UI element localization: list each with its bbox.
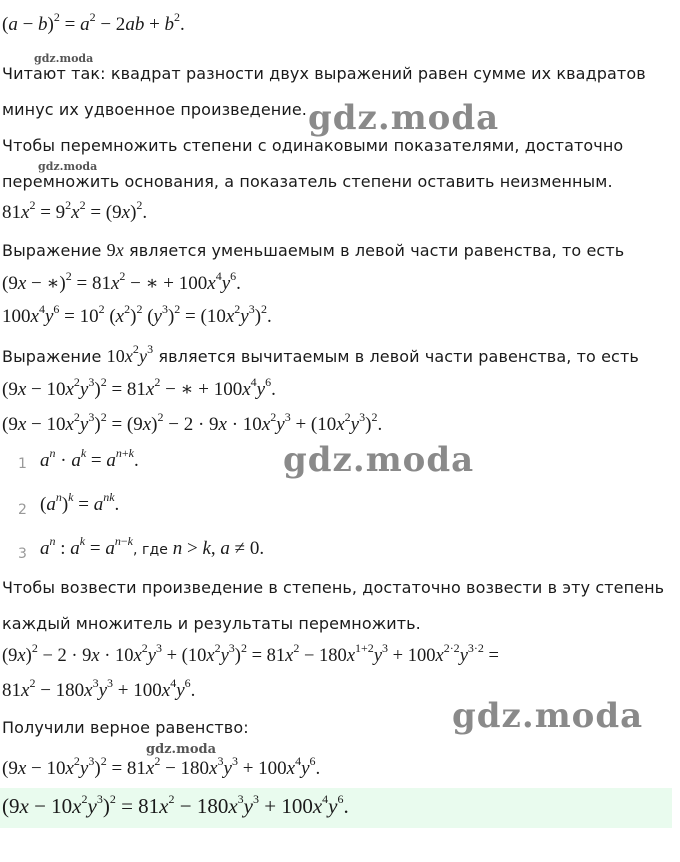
formula-step4: $(9x - 10x^2y^3)^2 = (9x)^2 - 2 \cdot 9x \cdot 10x^2y^3 + (10x^2y^3)^2$. [2, 409, 383, 435]
text-line: каждый множитель и результаты перемножить. [2, 614, 421, 633]
formula-expansion-result: $81x^2 - 180x^3y^3 + 100x^4y^6$. [2, 675, 196, 701]
watermark-big: gdz.moda [452, 696, 644, 736]
text-line: Чтобы возвести произведение в степень, достаточно возвести в эту степень [2, 578, 665, 597]
watermark-big: gdz.moda [308, 98, 500, 138]
watermark-small: gdz.moda [38, 160, 98, 173]
watermark-big: gdz.moda [283, 440, 475, 480]
text-fragment: , где [132, 542, 168, 558]
text-line: минус их удвоенное произведение. [2, 100, 307, 119]
list-number: 2 [18, 502, 27, 518]
formula-81x2: $81x^2 = 9^2x^2 = (9x)^2$. [2, 197, 148, 223]
formula-verified: $(9x - 10x^2y^3)^2 = 81x^2 - 180x^3y^3 + 100x^4y^6$. [2, 753, 321, 779]
list-number: 3 [18, 546, 27, 562]
watermark-small: gdz.moda [146, 742, 217, 757]
text-line: Читают так: квадрат разности двух выражений равен сумме их квадратов [2, 64, 646, 83]
final-answer: $(9x - 10x^2y^3)^2 = 81x^2 - 180x^3y^3 + 100x^4y^6$. [2, 792, 349, 818]
text-line-subtrahend: Выражение $10x^2y^3$ является вычитаемым в левой части равенства, то есть [2, 342, 639, 366]
text-fragment: является уменьшаемым в левой части равенства, то есть [129, 241, 625, 260]
text-line: Получили верное равенство: [2, 718, 249, 737]
formula-square-difference: $(a - b)^2 = a^2 - 2ab + b^2$. [2, 9, 185, 35]
text-fragment: является вычитаемым в левой части равенства, то есть [158, 347, 639, 366]
formula-step1: (9x − ∗)$^2$ = $81x^2$ − ∗ + $100x^4y^6$. [2, 268, 241, 294]
formula-step3: $(9x - 10x^2y^3)^2 = 81x^2$ − ∗ + $100x^4y^6$. [2, 374, 276, 400]
text-fragment: Выражение [2, 347, 102, 366]
list-number: 1 [18, 456, 27, 472]
rule-quotient-of-powers: $a^n$ : $a^k = a^{n-k}$, где n > k, a ≠ 0. [40, 533, 265, 559]
formula-expansion: $(9x)^2 - 2 \cdot 9x \cdot 10x^2y^3 + (10x^2y^3)^2 = 81x^2 - 180x^{1+2}y^3 + 100x^{2\cdot 2}y^{3\cdot 2}$ = [2, 640, 499, 666]
text-fragment: Выражение [2, 241, 102, 260]
rule-product-of-powers: $a^n \cdot a^k = a^{n+k}$. [40, 445, 139, 471]
rule-power-of-power: $(a^n)^k = a^{nk}$. [40, 489, 120, 515]
formula-step2: $100x^4y^6 = 10^2$ $(x^2)^2$ $(y^3)^2 = (10x^2y^3)^2$. [2, 301, 272, 327]
text-line: Чтобы перемножить степени с одинаковыми показателями, достаточно [2, 136, 624, 155]
text-line: перемножить основания, а показатель степени оставить неизменным. [2, 172, 613, 191]
text-line-minuend: Выражение 9x является уменьшаемым в левой части равенства, то есть [2, 240, 625, 260]
watermark-small: gdz.moda [34, 52, 94, 65]
